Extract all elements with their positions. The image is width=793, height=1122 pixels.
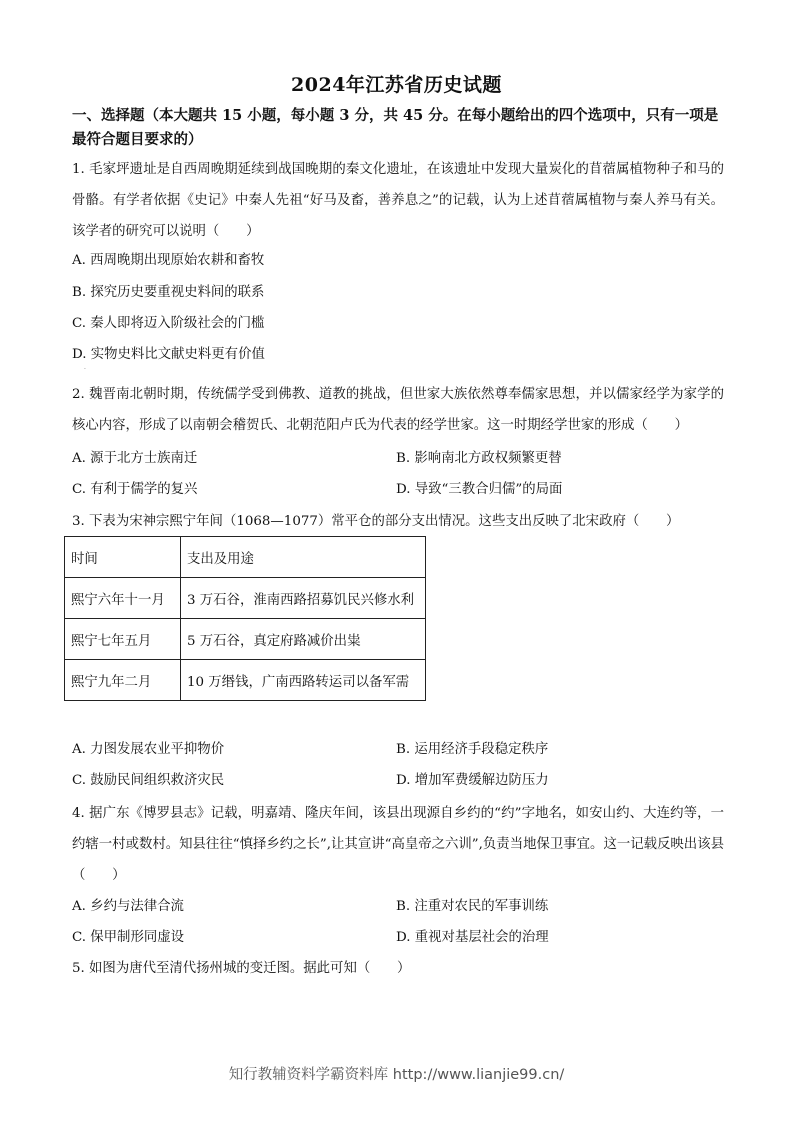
table-header-row <box>65 537 426 578</box>
table-cell: 熙宁九年二月 <box>65 660 181 701</box>
table-cell: 熙宁七年五月 <box>65 619 181 660</box>
question-3-option-c: C. 鼓励民间组织救济灾民 <box>72 773 225 788</box>
page-title: 2024年江苏省历史试题 <box>291 74 502 96</box>
question-2-option-a: A. 源于北方士族南迁 <box>72 451 198 466</box>
stray-mark: · <box>84 366 86 373</box>
table-row <box>65 578 426 619</box>
question-2-option-d: D. 导致“三教合归儒”的局面 <box>396 482 563 497</box>
table-row <box>65 660 426 701</box>
question-3-stem: 3. 下表为宋神宗熙宁年间（1068—1077）常平仓的部分支出情况。这些支出反映了北宋政府（ ） <box>72 514 680 529</box>
question-2-option-b: B. 影响南北方政权频繁更替 <box>396 451 562 466</box>
question-3-option-b: B. 运用经济手段稳定秩序 <box>396 742 549 757</box>
question-2-option-c: C. 有利于儒学的复兴 <box>72 482 198 497</box>
question-4-option-d: D. 重视对基层社会的治理 <box>396 930 549 945</box>
question-1-option-a: A. 西周晚期出现原始农耕和畜牧 <box>72 253 265 268</box>
section-heading: 一、选择题（本大题共 15 小题，每小题 3 分，共 45 分。在每小题给出的四个选项中，只有一项是最符合题目要求的） <box>72 107 719 148</box>
question-3-option-d: D. 增加军费缓解边防压力 <box>396 773 549 788</box>
question-4-option-b: B. 注重对农民的军事训练 <box>396 899 549 914</box>
question-3-table <box>64 536 426 701</box>
table-cell: 熙宁六年十一月 <box>65 578 181 619</box>
question-3-option-a: A. 力图发展农业平抑物价 <box>72 742 225 757</box>
table-header-cell: 支出及用途 <box>181 537 426 578</box>
question-4-option-a: A. 乡约与法律合流 <box>72 899 184 914</box>
footer-watermark: 知行教辅资料学霸资料库 http://www.lianjie99.cn/ <box>228 1067 565 1083</box>
table-cell: 5 万石谷，真定府路减价出粜 <box>181 619 426 660</box>
question-5-stem: 5. 如图为唐代至清代扬州城的变迁图。据此可知（ ） <box>72 961 411 976</box>
question-2-stem: 2. 魏晋南北朝时期，传统儒学受到佛教、道教的挑战，但世家大族依然尊奉儒家思想，并以儒家经学为家学的核心内容，形成了以南朝会稽贺氏、北朝范阳卢氏为代表的经学世家。这一时期经学世家的形成（ ） <box>72 387 724 433</box>
question-1-option-d: D. 实物史料比文献史料更有价值 <box>72 347 265 362</box>
question-4-stem: 4. 据广东《博罗县志》记载，明嘉靖、隆庆年间，该县出现源自乡约的“约”字地名，如安山约、大连约等，一约辖一村或数村。知县往往“慎择乡约之长”,让其宣讲“高皇帝之六训”,负责当地保卫事宜。这一记载反映出该县（ ） <box>72 806 724 883</box>
question-1-stem: 1. 毛家坪遗址是自西周晚期延续到战国晚期的秦文化遗址，在该遗址中发现大量炭化的苜蓿属植物种子和马的骨骼。有学者依据《史记》中秦人先祖“好马及畜，善养息之”的记载，认为上述苜蓿属植物与秦人养马有关。该学者的研究可以说明（ ） <box>72 162 724 239</box>
table-row <box>65 619 426 660</box>
question-4-option-c: C. 保甲制形同虚设 <box>72 930 185 945</box>
table-header-cell: 时间 <box>65 537 181 578</box>
question-1-option-c: C. 秦人即将迈入阶级社会的门槛 <box>72 316 265 331</box>
table-cell: 3 万石谷，淮南西路招募饥民兴修水利 <box>181 578 426 619</box>
table-cell: 10 万缗钱，广南西路转运司以备军需 <box>181 660 426 701</box>
question-1-option-b: B. 探究历史要重视史料间的联系 <box>72 285 265 300</box>
